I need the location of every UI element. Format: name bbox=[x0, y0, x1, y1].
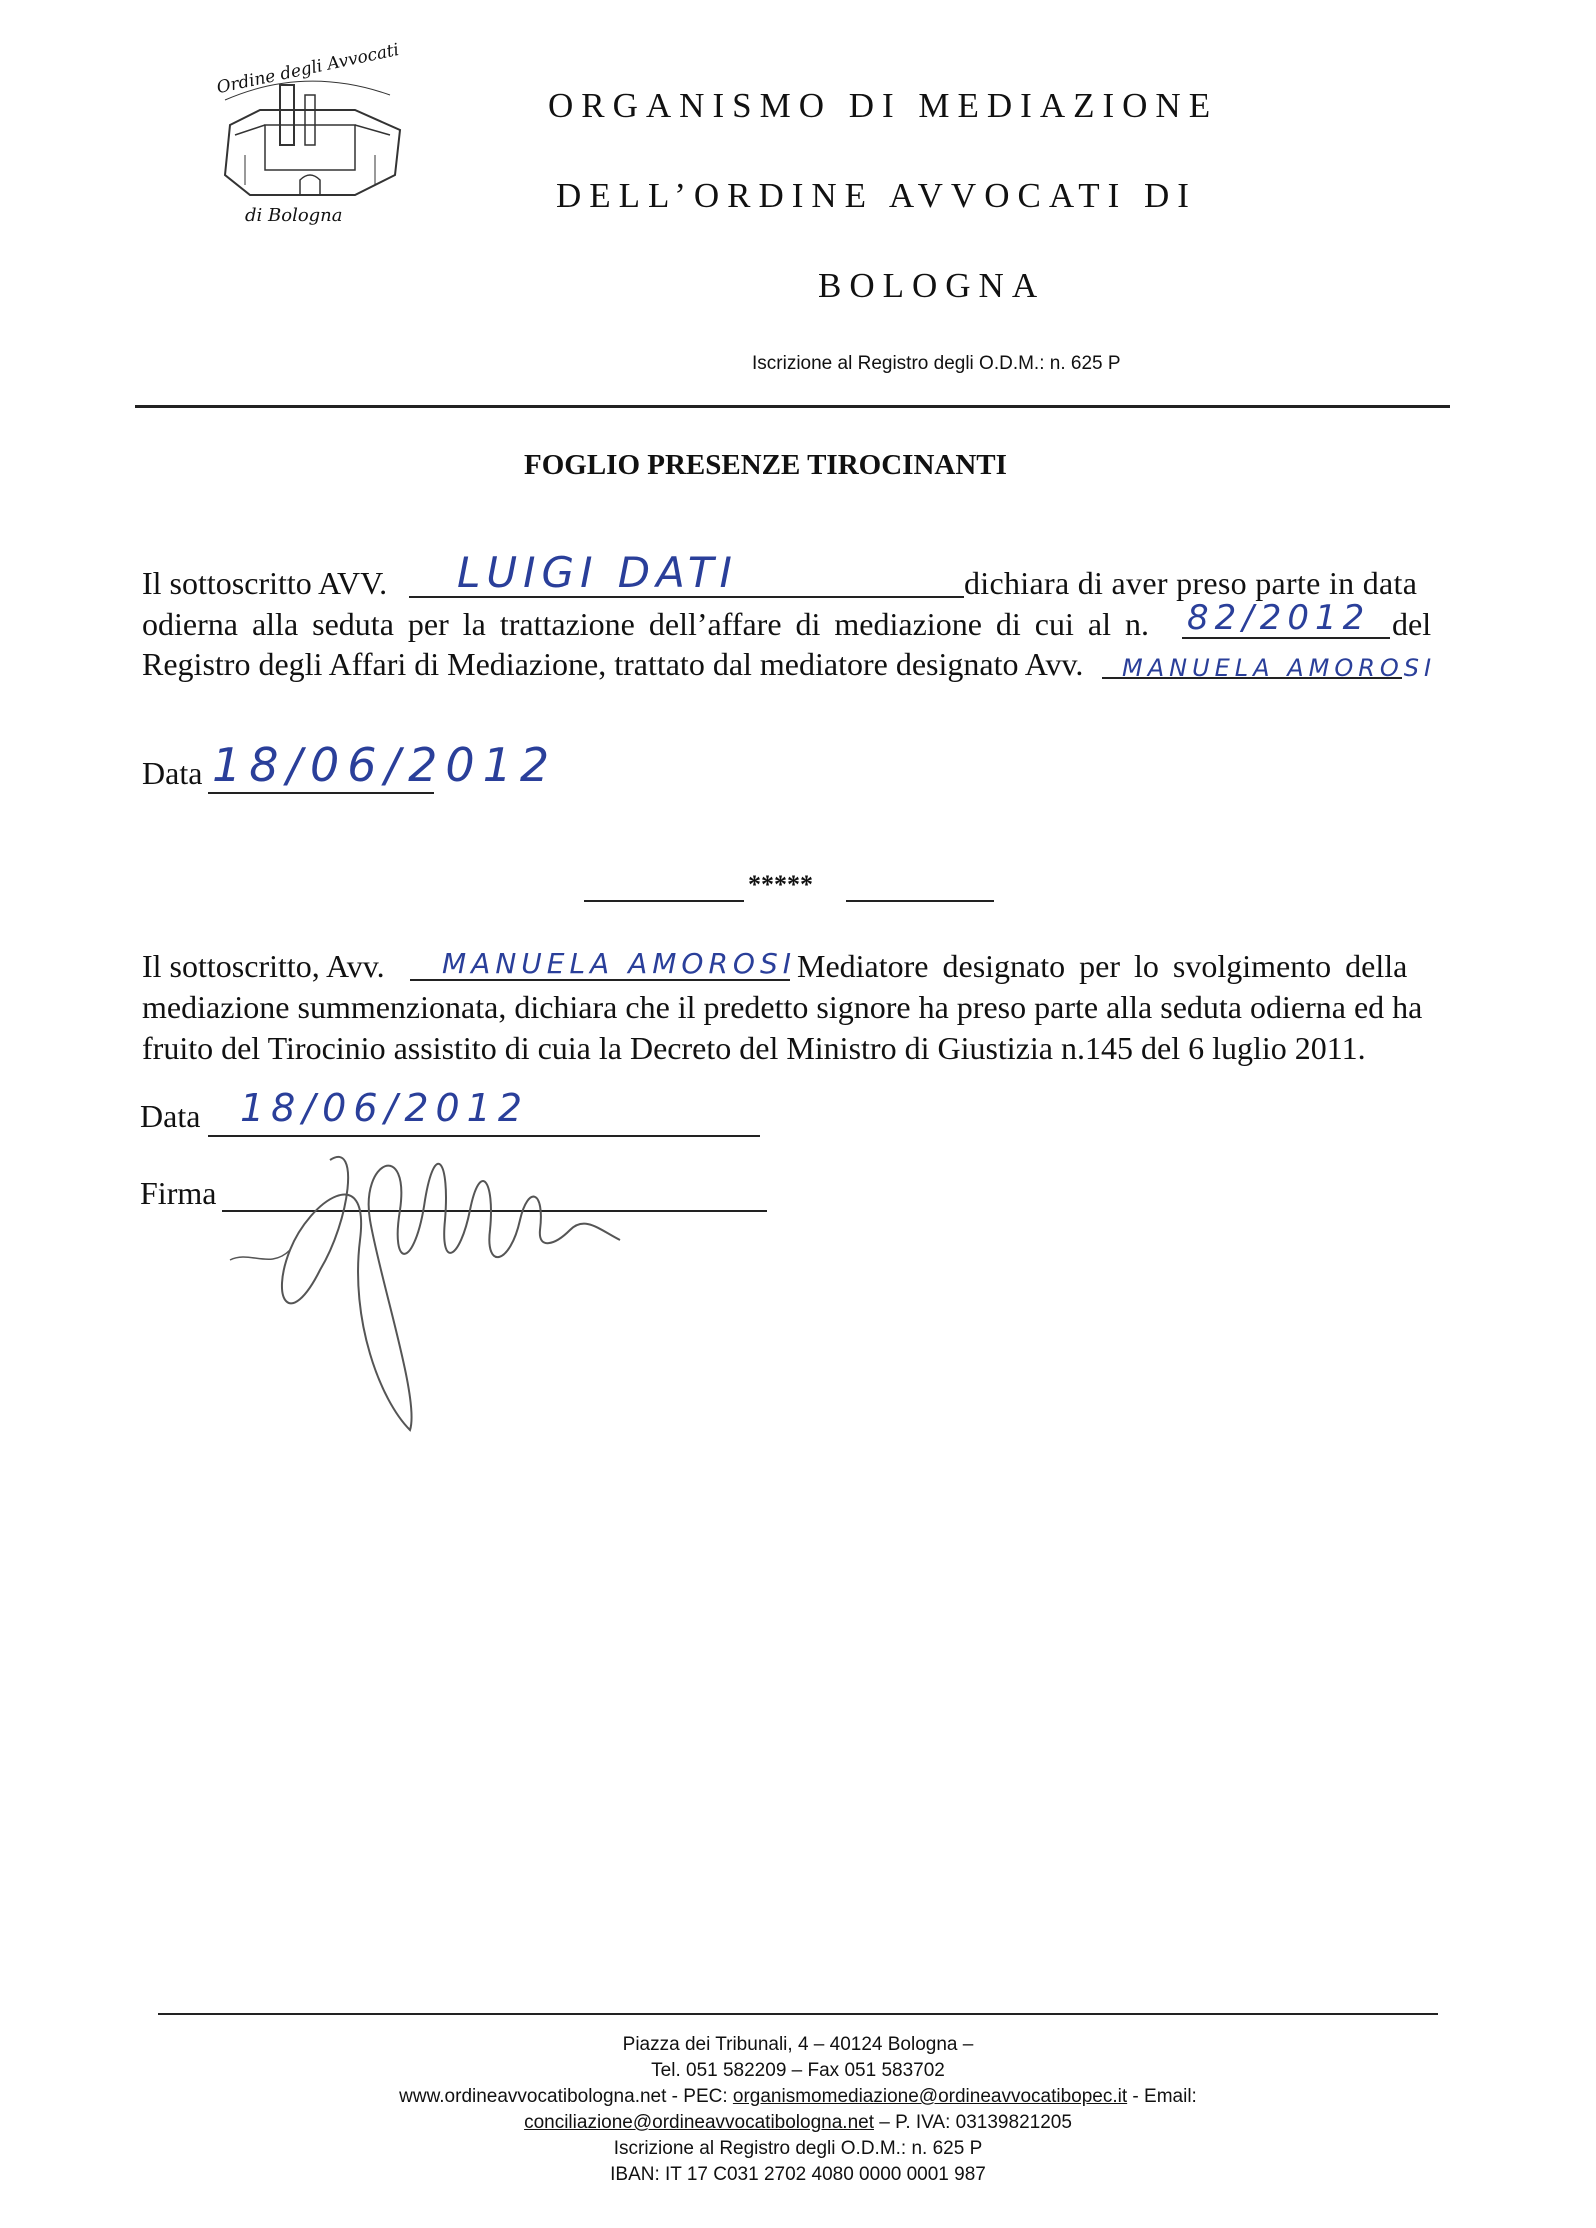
separator-stars: ***** bbox=[748, 870, 813, 899]
document-title: FOGLIO PRESENZE TIROCINANTI bbox=[524, 449, 1007, 481]
footer-registry: Iscrizione al Registro degli O.D.M.: n. 625 P bbox=[613, 2138, 983, 2159]
footer-email-link[interactable]: conciliazione@ordineavvocatibologna.net bbox=[524, 2112, 874, 2133]
date1-row bbox=[142, 738, 742, 812]
logo bbox=[205, 39, 415, 255]
footer-contacts bbox=[0, 2084, 1596, 2110]
p1-line3-start: Registro degli Affari di Mediazione, trattato dal mediatore designato Avv. bbox=[142, 646, 1084, 682]
p1-prefix: Il sottoscritto AVV. bbox=[142, 565, 388, 601]
footer-website[interactable]: www.ordineavvocatibologna.net bbox=[399, 2086, 667, 2107]
p2-mediator-handwritten: MANUELA AMOROSI bbox=[442, 947, 796, 980]
footer-piva: – P. IVA: 03139821205 bbox=[873, 2112, 1072, 2133]
footer-email-label: - Email: bbox=[1127, 2086, 1197, 2107]
header-divider bbox=[135, 405, 1450, 408]
p2-line1-end: Mediatore designato per lo svolgimento della bbox=[797, 948, 1408, 984]
logo-top-text: Ordine degli Avvocati bbox=[214, 39, 401, 99]
org-title-line1: ORGANISMO DI MEDIAZIONE bbox=[548, 86, 1219, 125]
separator-line-right bbox=[846, 900, 994, 902]
p1-name-handwritten: LUIGI DATI bbox=[457, 548, 738, 597]
p2-line2: mediazione summenzionata, dichiara che il predetto signore ha preso parte alla seduta odierna ed ha bbox=[142, 989, 1423, 1025]
footer-iban: IBAN: IT 17 C031 2702 4080 0000 0001 987 bbox=[610, 2164, 986, 2185]
p1-line1-end: dichiara di aver preso parte in data bbox=[964, 565, 1418, 601]
p1-line3 bbox=[142, 643, 1442, 685]
p1-mediator-handwritten: MANUELA AMOROSI bbox=[1122, 654, 1437, 682]
footer-email-piva bbox=[0, 2110, 1596, 2136]
org-title-line3: BOLOGNA bbox=[818, 266, 1046, 305]
signature-drawing bbox=[210, 1100, 630, 1440]
date1-label: Data bbox=[142, 755, 203, 791]
org-title-line2: DELL’ORDINE AVVOCATI DI bbox=[556, 176, 1197, 215]
logo-bottom-text: di Bologna bbox=[245, 205, 343, 226]
p2-line1 bbox=[142, 945, 1442, 987]
footer-phones: Tel. 051 582209 – Fax 051 583702 bbox=[651, 2060, 945, 2081]
p2-prefix: Il sottoscritto, Avv. bbox=[142, 948, 385, 984]
footer-pec-email-link[interactable]: organismomediazione@ordineavvocatibopec.it bbox=[732, 2086, 1128, 2107]
signature-label: Firma bbox=[140, 1175, 217, 1211]
footer-pec-label: - PEC: bbox=[666, 2086, 733, 2107]
p1-line2-end: del bbox=[1392, 606, 1432, 642]
date1-handwritten: 18/06/2012 bbox=[212, 738, 558, 792]
separator bbox=[584, 870, 994, 910]
separator-line-left bbox=[584, 900, 744, 902]
p1-line2 bbox=[142, 598, 1442, 645]
p2-line3: fruito del Tirocinio assistito di cuia la Decreto del Ministro di Giustizia n.145 del 6 luglio 2011. bbox=[142, 1030, 1366, 1066]
footer-address: Piazza dei Tribunali, 4 – 40124 Bologna – bbox=[622, 2034, 974, 2055]
p1-line2-start: odierna alla seduta per la trattazione dell’affare di mediazione di cui al n. bbox=[142, 606, 1149, 642]
date2-handwritten: 18/06/2012 bbox=[240, 1086, 530, 1130]
footer-divider bbox=[158, 2013, 1438, 2015]
date2-label: Data bbox=[140, 1098, 201, 1134]
date1-line bbox=[208, 792, 434, 794]
p1-case-handwritten: 82/2012 bbox=[1187, 598, 1371, 638]
header-registry: Iscrizione al Registro degli O.D.M.: n. 625 P bbox=[752, 353, 1121, 374]
